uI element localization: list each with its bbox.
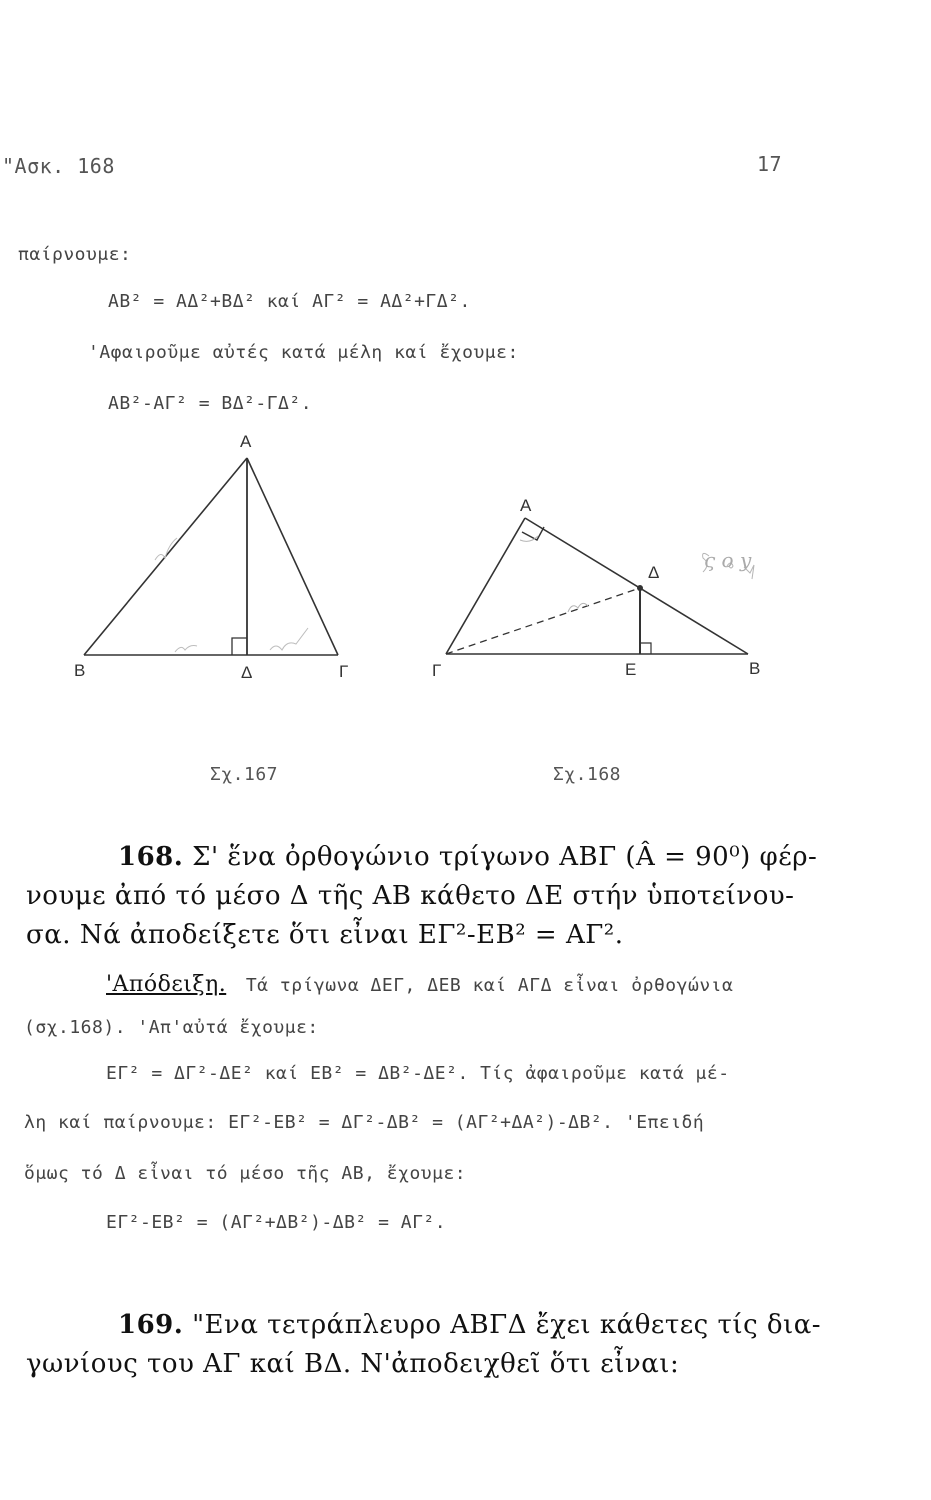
page-header-left: "Ασκ. 168	[2, 154, 115, 178]
figure-168-caption: Σχ.168	[553, 764, 622, 785]
proof-line-3: λη καί παίρνουμε: EΓ²-EB² = ΔΓ²-ΔB² = (AΓ²+ΔA²)-ΔB². 'Επειδή	[24, 1112, 705, 1133]
intro-line: παίρνουμε:	[18, 244, 132, 265]
handwritten-note: ς ο y	[704, 548, 752, 572]
figure-167-triangle	[84, 458, 338, 655]
fig167-label-A: A	[240, 432, 252, 451]
problem-168-number: 168.	[118, 842, 184, 872]
problem-169	[118, 1310, 821, 1340]
fig167-label-Gamma: Γ	[339, 662, 349, 681]
intro-equation-2: AB²-AΓ² = BΔ²-ΓΔ².	[108, 393, 313, 414]
proof-first-line	[106, 972, 733, 997]
intro-line-2: 'Αφαιροῦμε αὐτές κατά μέλη καί ἔχουμε:	[88, 342, 519, 363]
fig168-label-Delta: Δ	[648, 563, 660, 582]
figure-168-triangle	[446, 518, 748, 654]
problem-169-line-1: "Ενα τετράπλευρο ABΓΔ ἔχει κάθετες τίς δια-	[192, 1310, 822, 1340]
page-number: 17	[757, 152, 783, 176]
fig168-label-Gamma: Γ	[432, 661, 442, 680]
fig167-label-Delta: Δ	[241, 663, 253, 682]
pencil-marks-167	[155, 538, 308, 652]
proof-line-2: (σχ.168). 'Απ'αὐτά ἔχουμε:	[24, 1017, 319, 1038]
problem-169-number: 169.	[118, 1310, 184, 1340]
intro-equation-1: AB² = AΔ²+BΔ² καί AΓ² = AΔ²+ΓΔ².	[108, 291, 471, 312]
problem-168	[118, 842, 817, 872]
problem-168-line-3: σα. Νά ἀποδείξετε ὅτι εἶναι EΓ²-EB² = AΓ².	[26, 920, 624, 950]
proof-line-1: Τά τρίγωνα ΔEΓ, ΔEB καί AΓΔ εἶναι ὀρθογώνια	[245, 975, 734, 996]
problem-168-line-2: νουμε ἀπό τό μέσο Δ τῆς AB κάθετο ΔE στήν ὑποτείνου-	[26, 881, 795, 911]
fig168-label-E: E	[625, 660, 637, 679]
fig168-label-A: A	[520, 496, 532, 515]
fig167-label-B: B	[74, 661, 86, 680]
point-delta-dot	[637, 585, 643, 591]
proof-line-4: ὅμως τό Δ εἶναι τό μέσο τῆς AB, ἔχουμε:	[24, 1163, 467, 1184]
fig168-label-B: B	[749, 659, 761, 678]
problem-168-line-1: Σ' ἕνα ὀρθογώνιο τρίγωνο ABΓ (Â = 90⁰) φέρ-	[192, 842, 818, 872]
problem-169-line-2: γωνίους του AΓ καί BΔ. Ν'ἀποδειχθεῖ ὅτι εἶναι:	[26, 1349, 680, 1379]
figure-167-caption: Σχ.167	[210, 764, 279, 785]
proof-heading: 'Απόδειξη.	[106, 972, 227, 997]
proof-equation-2: EΓ²-EB² = (AΓ²+ΔB²)-ΔB² = AΓ².	[106, 1212, 447, 1233]
proof-equation-1: EΓ² = ΔΓ²-ΔE² καί EB² = ΔB²-ΔE². Τίς ἀφαιροῦμε κατά μέ-	[106, 1063, 730, 1084]
